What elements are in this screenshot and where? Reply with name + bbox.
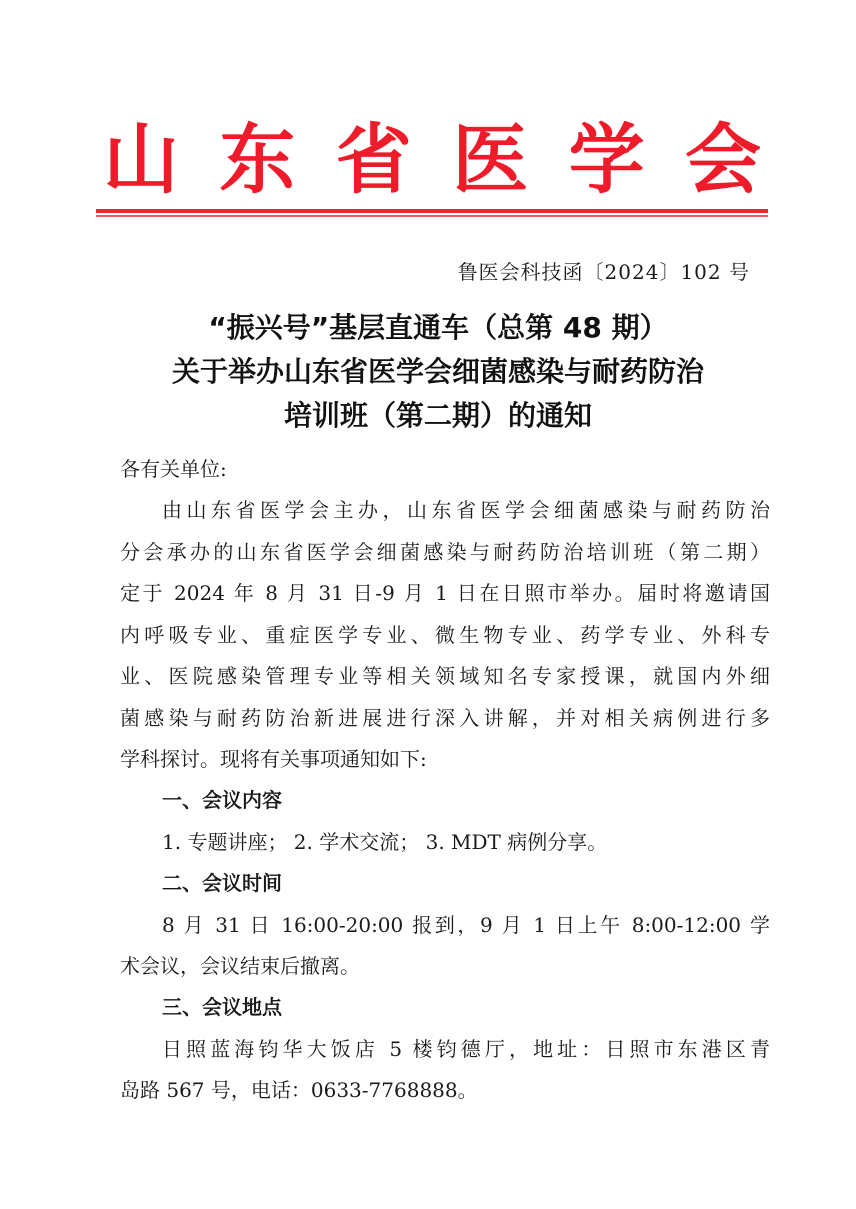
section-line: 术会议，会议结束后撤离。 [120, 954, 360, 978]
section-heading-location: 三、会议地点 [162, 995, 282, 1019]
letterhead-char: 山 [103, 114, 179, 204]
letterhead-char: 学 [568, 114, 645, 204]
section-line: 8 月 31 日 16:00-20:00 报到，9 月 1 日上午 8:00-12:00 学 [162, 913, 770, 937]
document-title [100, 306, 776, 438]
intro-line: 内呼吸专业、重症医学专业、微生物专业、药学专业、外科专 [120, 623, 770, 647]
section-line: 岛路 567 号，电话：0633-7768888。 [120, 1078, 478, 1102]
letterhead-divider-thick [96, 209, 768, 213]
title-line-2: 关于举办山东省医学会细菌感染与耐药防治 [171, 355, 704, 388]
title-line-1: “振兴号”基层直通车（总第 48 期） [208, 311, 668, 344]
intro-line: 定于 2024 年 8 月 31 日-9 月 1 日在日照市举办。届时将邀请国 [120, 581, 770, 605]
document-number: 鲁医会科技函〔2024〕102 号 [457, 260, 750, 284]
intro-line: 分会承办的山东省医学会细菌感染与耐药防治培训班（第二期） [120, 540, 770, 564]
salutation: 各有关单位: [120, 457, 227, 481]
title-line-3: 培训班（第二期）的通知 [283, 399, 592, 432]
section-line: 日照蓝海钧华大饭店 5 楼钧德厅，地址：日照市东港区青 [162, 1037, 770, 1061]
intro-line: 业、医院感染管理专业等相关领域知名专家授课，就国内外细 [120, 664, 770, 688]
letterhead-title [96, 108, 768, 204]
intro-line: 菌感染与耐药防治新进展进行深入讲解，并对相关病例进行多 [120, 706, 770, 730]
letterhead-char: 会 [684, 114, 761, 204]
section-line: 1. 专题讲座； 2. 学术交流； 3. MDT 病例分享。 [162, 830, 608, 854]
section-heading-content: 一、会议内容 [162, 788, 282, 812]
letterhead-char: 医 [452, 114, 529, 204]
section-heading-time: 二、会议时间 [162, 871, 282, 895]
intro-line: 学科探讨。现将有关事项通知如下: [120, 747, 427, 771]
document-body [120, 455, 770, 1155]
letterhead-divider-thin [96, 215, 768, 217]
letterhead-char: 东 [219, 114, 296, 204]
letterhead-char: 省 [335, 114, 412, 204]
intro-line: 由山东省医学会主办，山东省医学会细菌感染与耐药防治 [162, 498, 770, 522]
